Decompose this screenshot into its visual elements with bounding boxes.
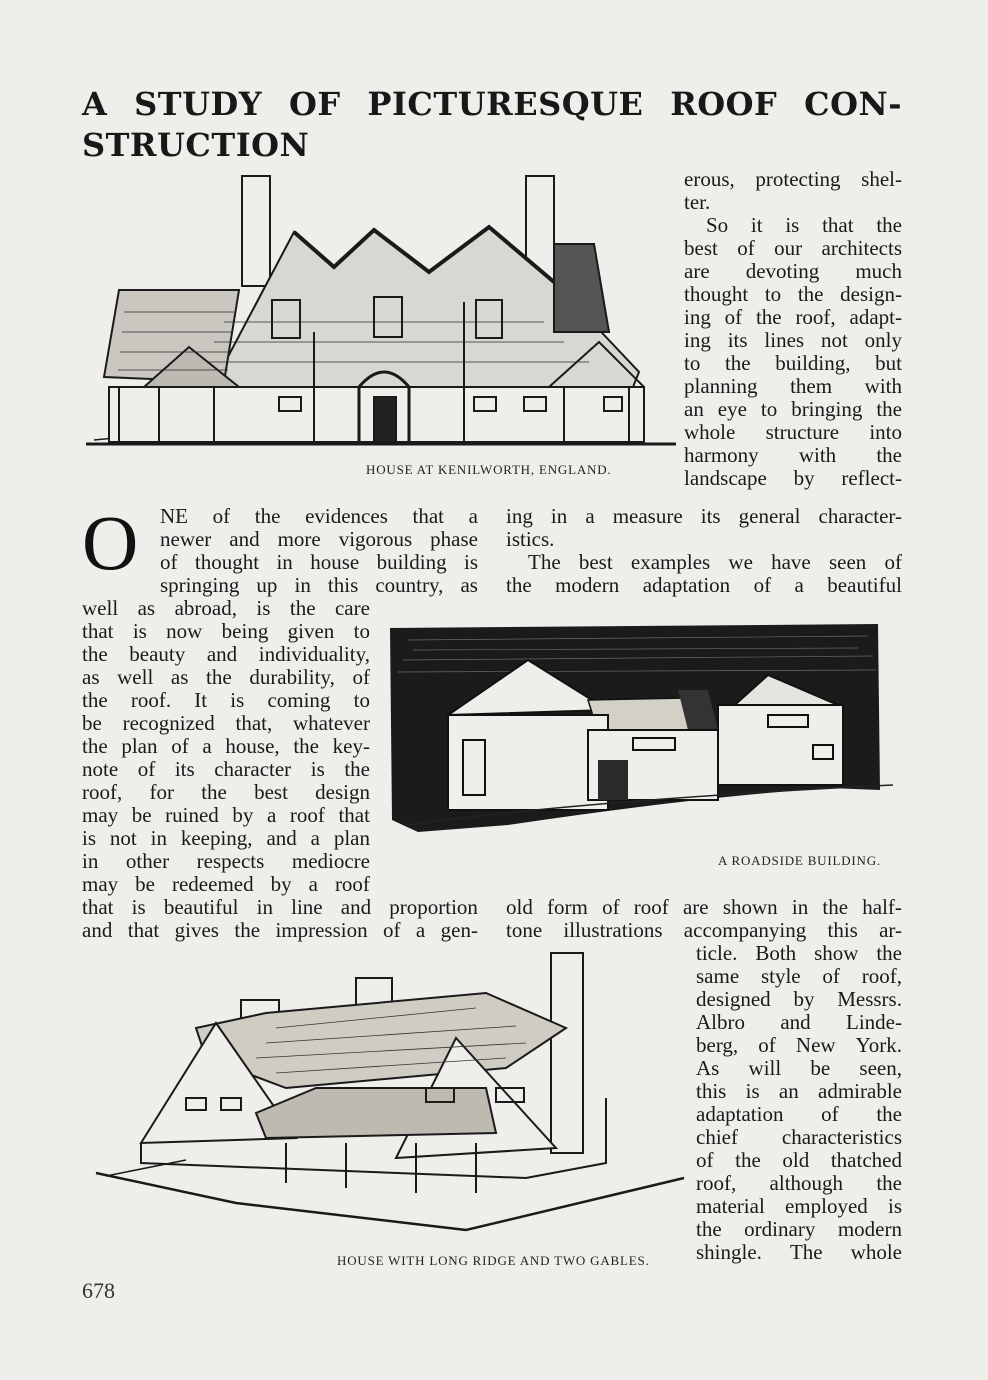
text-line: As will be seen,: [696, 1056, 902, 1080]
left-column-narrow-text: [82, 597, 370, 896]
text-line: the roof. It is coming to: [82, 688, 370, 712]
text-line: roof, for the best design: [82, 780, 370, 804]
right-column-narrow-text: [696, 942, 902, 1264]
title-word: PICTURESQUE: [367, 85, 644, 123]
text-line: erous, protecting shel-: [684, 167, 902, 191]
text-line: of the old thatched: [696, 1148, 902, 1172]
text-line: springing up in this country, as: [160, 573, 478, 597]
text-line: NE of the evidences that a: [160, 504, 478, 528]
text-line: tone illustrations accompanying this ar-: [506, 918, 902, 942]
text-line: the beauty and individuality,: [82, 642, 370, 666]
text-line: the ordinary modern: [696, 1217, 902, 1241]
right-column-middle-text: [506, 505, 902, 597]
text-line: be recognized that, whatever: [82, 711, 370, 735]
text-line: is not in keeping, and a plan: [82, 826, 370, 850]
text-line: chief characteristics: [696, 1125, 902, 1149]
right-column-lower-text: [506, 896, 902, 942]
long-ridge-house-illustration: [86, 948, 690, 1240]
text-line: to the building, but: [684, 351, 902, 375]
text-line: may be redeemed by a roof: [82, 872, 370, 896]
long-ridge-caption: HOUSE WITH LONG RIDGE AND TWO GABLES.: [337, 1253, 650, 1268]
title-word: CON-: [804, 85, 902, 123]
text-line: well as abroad, is the care: [82, 596, 370, 620]
text-line: may be ruined by a roof that: [82, 803, 370, 827]
text-line: roof, although the: [696, 1171, 902, 1195]
article-title: [82, 84, 902, 166]
text-line: this is an admirable: [696, 1079, 902, 1103]
text-line: material employed is: [696, 1194, 902, 1218]
text-line: an eye to bringing the: [684, 397, 902, 421]
text-line: best of our architects: [684, 236, 902, 260]
left-column-opening-text: [160, 505, 478, 597]
text-line: same style of roof,: [696, 964, 902, 988]
kenilworth-caption: HOUSE AT KENILWORTH, ENGLAND.: [366, 462, 612, 477]
text-line: designed by Messrs.: [696, 987, 902, 1011]
text-line: as well as the durability, of: [82, 665, 370, 689]
text-line: are devoting much: [684, 259, 902, 283]
text-line: Albro and Linde-: [696, 1010, 902, 1034]
left-column-bottom-text: [82, 896, 478, 942]
text-line: istics.: [506, 527, 555, 551]
text-line: The best examples we have seen of: [528, 550, 902, 574]
text-line: planning them with: [684, 374, 902, 398]
roadside-building-illustration: [388, 620, 902, 840]
text-line: harmony with the: [684, 443, 902, 467]
text-line: whole structure into: [684, 420, 902, 444]
text-line: thought to the design-: [684, 282, 902, 306]
text-line: and that gives the impression of a gen-: [82, 918, 478, 942]
text-line: newer and more vigorous phase: [160, 527, 478, 551]
text-line: the modern adaptation of a beautiful: [506, 573, 902, 597]
text-line: old form of roof are shown in the half-: [506, 895, 902, 919]
title-word: OF: [288, 85, 341, 123]
text-line: adaptation of the: [696, 1102, 902, 1126]
text-line: shingle. The whole: [696, 1240, 902, 1264]
text-line: in other respects mediocre: [82, 849, 370, 873]
roadside-caption: A ROADSIDE BUILDING.: [718, 853, 881, 868]
text-line: berg, of New York.: [696, 1033, 902, 1057]
title-word: STUDY: [134, 85, 263, 123]
text-line: the plan of a house, the key-: [82, 734, 370, 758]
text-line: ing its lines not only: [684, 328, 902, 352]
text-line: that is now being given to: [82, 619, 370, 643]
page-number: 678: [82, 1278, 115, 1303]
text-line: ter.: [684, 190, 711, 214]
title-line-1: [82, 84, 902, 125]
title-word: A: [82, 85, 108, 123]
text-line: ticle. Both show the: [696, 941, 902, 965]
text-line: ing in a measure its general character-: [506, 504, 902, 528]
title-word: ROOF: [670, 85, 778, 123]
text-line: ing of the roof, adapt-: [684, 305, 902, 329]
text-line: note of its character is the: [82, 757, 370, 781]
kenilworth-house-illustration: [84, 172, 679, 457]
text-line: that is beautiful in line and proportion: [82, 895, 478, 919]
text-line: landscape by reflect-: [684, 466, 902, 490]
right-column-top-text: [684, 168, 902, 490]
text-line: So it is that the: [706, 213, 902, 237]
text-line: of thought in house building is: [160, 550, 478, 574]
title-line-2: STRUCTION: [82, 126, 310, 164]
drop-cap: O: [82, 499, 139, 586]
